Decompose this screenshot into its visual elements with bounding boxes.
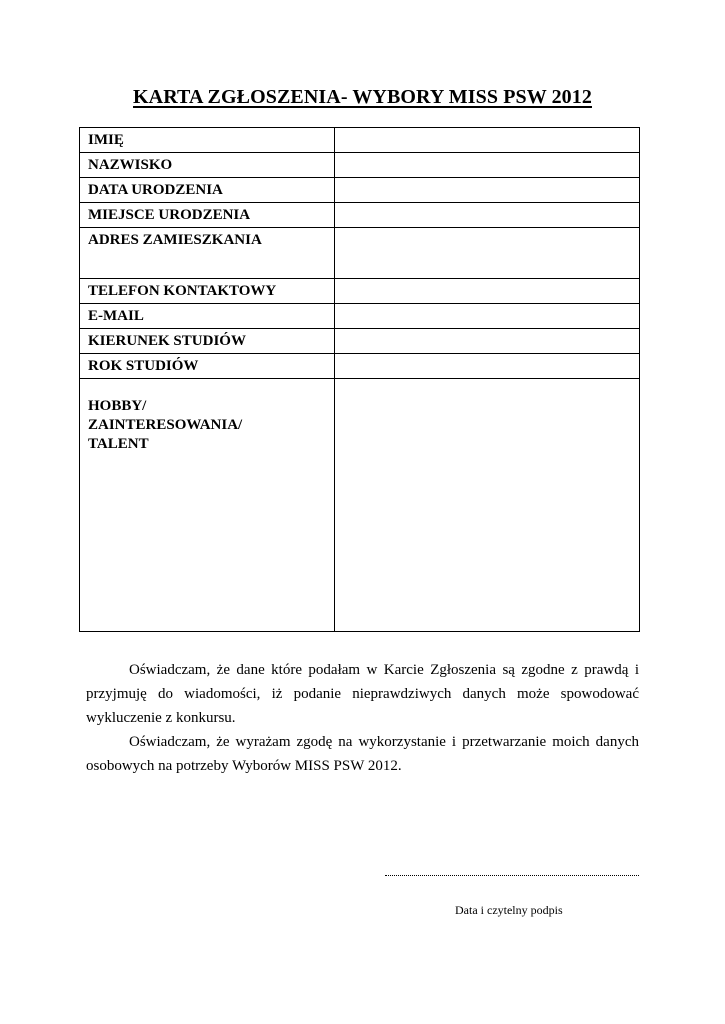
form-row-hobby — [80, 379, 640, 632]
field-label: ADRES ZAMIESZKANIA — [80, 228, 335, 279]
field-label: NAZWISKO — [80, 153, 335, 178]
field-label: MIEJSCE URODZENIA — [80, 203, 335, 228]
first-name-field[interactable] — [335, 128, 640, 153]
declaration-truthfulness: Oświadczam, że dane które podałam w Karcie Zgłoszenia są zgodne z prawdą i przyjmuję do wiadomości, iż podanie nieprawdziwych danych może spowodować wykluczenie z konkursu. — [86, 662, 639, 726]
form-row-address — [80, 228, 640, 279]
hobby-field[interactable] — [335, 379, 640, 632]
field-label: TELEFON KONTAKTOWY — [80, 279, 335, 304]
birth-date-field[interactable] — [335, 178, 640, 203]
form-row-birth-date — [80, 178, 640, 203]
phone-field[interactable] — [335, 279, 640, 304]
field-label: KIERUNEK STUDIÓW — [80, 329, 335, 354]
birth-place-field[interactable] — [335, 203, 640, 228]
form-row-last-name — [80, 153, 640, 178]
form-row-year-of-study — [80, 354, 640, 379]
declaration — [86, 658, 639, 778]
talent-label-line: TALENT — [88, 436, 149, 452]
year-of-study-field[interactable] — [335, 354, 640, 379]
application-form-table — [79, 127, 640, 632]
form-row-birth-place — [80, 203, 640, 228]
form-row-field-of-study — [80, 329, 640, 354]
last-name-field[interactable] — [335, 153, 640, 178]
field-label: DATA URODZENIA — [80, 178, 335, 203]
field-label: IMIĘ — [80, 128, 335, 153]
declaration-data-consent: Oświadczam, że wyrażam zgodę na wykorzystanie i przetwarzanie moich danych osobowych na potrzeby Wyborów MISS PSW 2012. — [86, 734, 639, 774]
form-row-first-name — [80, 128, 640, 153]
field-label: ROK STUDIÓW — [80, 354, 335, 379]
address-field[interactable] — [335, 228, 640, 279]
field-label-hobby — [80, 379, 335, 632]
email-field[interactable] — [335, 304, 640, 329]
signature-line[interactable] — [385, 873, 639, 876]
signature-label: Data i czytelny podpis — [455, 903, 563, 917]
form-title: KARTA ZGŁOSZENIA- WYBORY MISS PSW 2012 — [133, 86, 592, 108]
form-row-phone — [80, 279, 640, 304]
field-label: E-MAIL — [80, 304, 335, 329]
hobby-label-line: HOBBY/ — [88, 398, 147, 414]
field-of-study-field[interactable] — [335, 329, 640, 354]
interests-label-line: ZAINTERESOWANIA/ — [88, 417, 243, 433]
form-row-email — [80, 304, 640, 329]
